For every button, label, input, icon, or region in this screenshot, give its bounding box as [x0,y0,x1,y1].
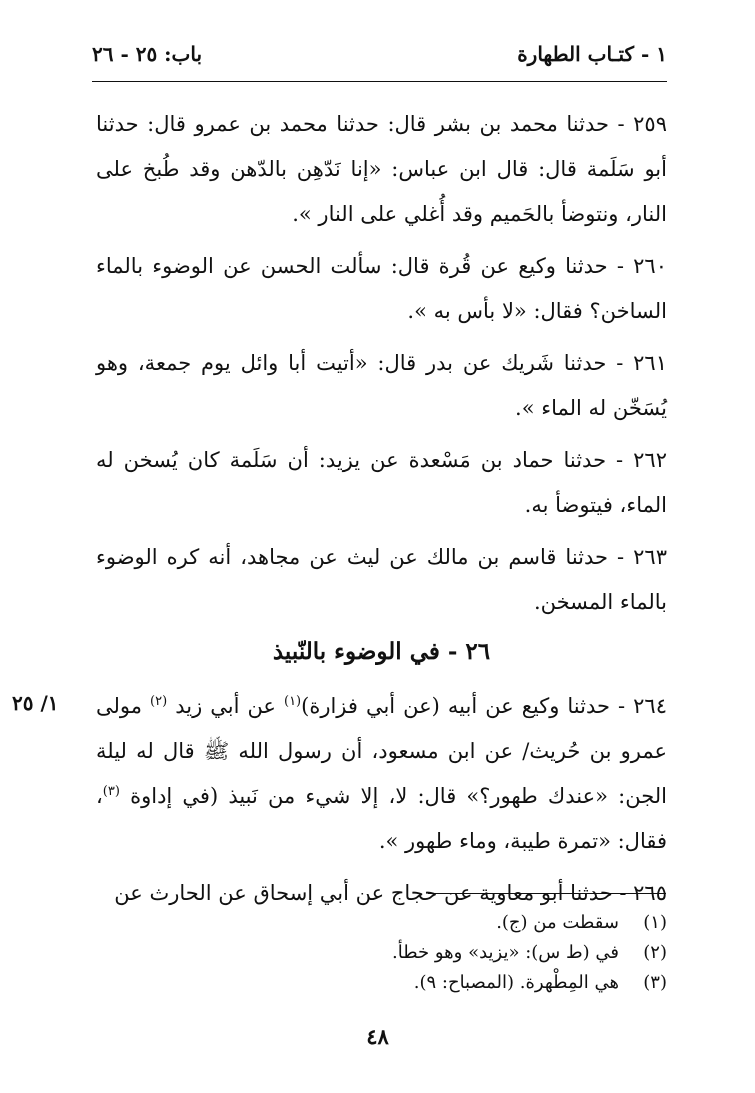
footnotes [300,908,667,998]
hadith-264-part-2: عن أبي زيد [167,694,284,718]
footnote-2 [300,938,667,968]
footnote-marker: (٣) [643,972,667,993]
hadith-264-part-3: مولى عمرو بن حُريث/ عن ابن مسعود، أن رسول الله ﷺ قال له ليلة الجن: «عندك طهور؟» قال: لا، إلا شيء من نَبيذ (في إداوة [96,694,667,808]
footnote-marker: (١) [643,912,667,933]
main-text [96,102,667,923]
footnote-rule [428,893,666,894]
section-heading: ٢٦ - في الوضوء بالنّبيذ [272,638,491,665]
manuscript-folio-note: ١/ ٢٥ [12,691,59,715]
footnote-ref-1[interactable]: (١) [283,694,302,709]
header-rule [92,81,667,82]
hadith-261: ٢٦١ - حدثنا شَريك عن بدر قال: «أتيت أبا وائل يوم جمعة، وهو يُسَخّن له الماء ». [96,351,667,420]
hadith-264-part-1: ٢٦٤ - حدثنا وكيع عن أبيه (عن أبي فزارة) [301,694,667,718]
hadith-263: ٢٦٣ - حدثنا قاسم بن مالك عن ليث عن مجاهد، أنه كره الوضوء بالماء المسخن. [96,545,667,614]
hadith-259: ٢٥٩ - حدثنا محمد بن بشر قال: حدثنا محمد بن عمرو قال: حدثنا أبو سَلَمة قال: قال ابن عباس: «إنا نَدّهِن بالدّهن وقد طُبخ على النار، ونتوضأ بالحَميم وقد أُغلي على النار ». [96,112,667,226]
book-title: ١ - كتـاب الطهارة [517,42,667,66]
footnote-ref-2[interactable]: (٢) [150,694,168,709]
running-head [92,36,667,76]
hadith-262: ٢٦٢ - حدثنا حماد بن مَسْعدة عن يزيد: أن سَلَمة كان يُسخن له الماء، فيتوضأ به. [96,448,667,517]
footnote-3 [300,968,667,998]
footnote-text: هي المِطْهرة. (المصباح: ٩). [413,972,619,993]
footnote-1 [300,908,667,938]
hadith-265: ٢٦٥ - حدثنا أبو معاوية عن حجاج عن أبي إسحاق عن الحارث عن [114,881,667,905]
hadith-264 [96,684,667,864]
chapter-range: باب: ٢٥ - ٢٦ [92,42,203,66]
page-number: ٤٨ [366,1024,389,1049]
footnote-ref-3[interactable]: (٣) [102,784,120,799]
footnote-text: سقطت من (ج). [496,912,619,933]
footnote-marker: (٢) [643,942,667,963]
hadith-260: ٢٦٠ - حدثنا وكيع عن قُرة قال: سألت الحسن عن الوضوء بالماء الساخن؟ فقال: «لا بأس به ». [96,254,667,323]
footnote-text: في (ط س): «يزيد» وهو خطأ. [392,942,619,963]
hadith-264-part-4: ، فقال: «تمرة طيبة، وماء طهور ». [96,784,667,853]
